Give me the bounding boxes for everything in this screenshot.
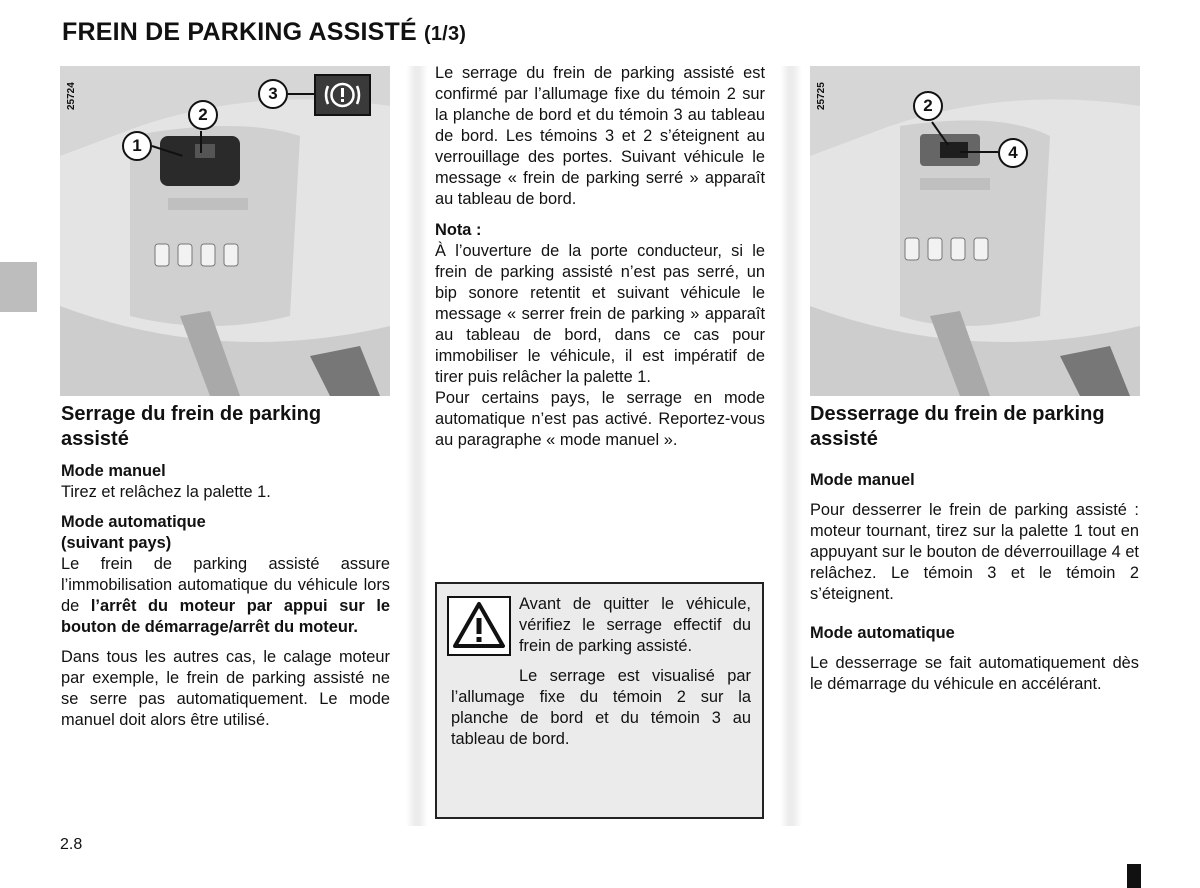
page-number: 2.8 — [60, 836, 83, 853]
auto-mode-text — [61, 554, 390, 638]
warning-triangle-icon — [447, 596, 511, 656]
page-title — [62, 18, 466, 47]
figure-ref-left: 25724 — [66, 82, 77, 110]
callout-4-right: 4 — [998, 138, 1028, 168]
callout-1-left: 1 — [122, 131, 152, 161]
parking-brake-warning-lamp — [314, 74, 371, 116]
callout-2-right: 2 — [913, 91, 943, 121]
confirmation-text: Le serrage du frein de parking assisté est confirmé par l’allumage fixe du témoin 2 sur la planche de bord et du témoin 3 au tableau de bord. Les témoins 3 et 2 s’éteignent au verrouillage des portes. Suivant véhicule le message « frein de parking serré » apparaît au tableau de bord. — [435, 64, 765, 208]
leader-line — [200, 131, 202, 153]
auto-mode-text-bold: l’arrêt du moteur par appui sur le bouton de démarrage/arrêt du moteur. — [61, 597, 390, 636]
warning-line-1: Avant de quitter le véhicule, vérifiez le serrage effectif du frein de parking assisté. — [519, 595, 751, 655]
countries-text: Pour certains pays, le serrage en mode automatique n’est pas activé. Reportez-vous au paragraphe « mode manuel ». — [435, 389, 765, 449]
heading-desserrage: Desserrage du frein de parking assisté — [810, 403, 1105, 450]
auto-mode-title: Mode automatique — [61, 513, 206, 531]
parking-brake-icon — [316, 76, 369, 114]
page-title-text: FREIN DE PARKING ASSISTÉ — [62, 18, 417, 46]
callout-2-left: 2 — [188, 100, 218, 130]
nota-title: Nota : — [435, 221, 482, 239]
warning-line-2: Le serrage est visualisé par l’allumage fixe du témoin 2 sur la planche de bord et du témoin 3 au tableau de bord. — [451, 667, 751, 748]
manual-mode-text-right: Pour desserrer le frein de parking assisté : moteur tournant, tirez sur la palette 1 tout en appuyant sur le bouton de déverrouillage 4 et relâchez. Le témoin 3 et le témoin 2 s’éteignent. — [810, 501, 1139, 603]
auto-mode-text-intro: Le frein de parking assisté assure l’immobilisation automatique du véhicule lors de — [61, 555, 390, 615]
manual-mode-title: Mode manuel — [61, 462, 166, 480]
callout-3-left: 3 — [258, 79, 288, 109]
figure-right — [810, 66, 1140, 396]
warning-box — [435, 582, 764, 819]
figure-ref-right: 25725 — [816, 82, 827, 110]
column-divider-right — [780, 66, 802, 826]
corner-mark — [1127, 864, 1141, 888]
dashboard-illustration-right — [810, 66, 1140, 396]
leader-line — [960, 151, 998, 153]
leader-line — [288, 93, 314, 95]
nota-text: À l’ouverture de la porte conducteur, si le frein de parking assisté n’est pas serré, un bip sonore retentit et suivant véhicule le message « serrer frein de parking » apparaît au tableau de bord, dans ce cas pour immobiliser le véhicule, il est impératif de tirer puis relâcher la palette 1. — [435, 242, 765, 386]
heading-serrage: Serrage du frein de parking assisté — [61, 403, 322, 450]
auto-mode-text-right: Le desserrage se fait automatiquement dès le démarrage du véhicule en accélérant. — [810, 654, 1139, 693]
column-divider-left — [406, 66, 428, 826]
other-cases-text: Dans tous les autres cas, le calage moteur par exemple, le frein de parking assisté ne se serre pas automatiquement. Le mode manuel doit alors être utilisé. — [61, 648, 390, 729]
left-column-text — [61, 461, 390, 731]
right-column-text — [810, 470, 1139, 695]
auto-mode-title-right: Mode automatique — [810, 624, 955, 642]
page-part: (1/3) — [424, 23, 467, 45]
manual-mode-text: Tirez et relâchez la palette 1. — [61, 483, 271, 501]
auto-mode-subtitle: (suivant pays) — [61, 534, 172, 552]
chapter-tab — [0, 262, 37, 312]
middle-column-text — [435, 63, 765, 451]
manual-mode-title-right: Mode manuel — [810, 471, 915, 489]
